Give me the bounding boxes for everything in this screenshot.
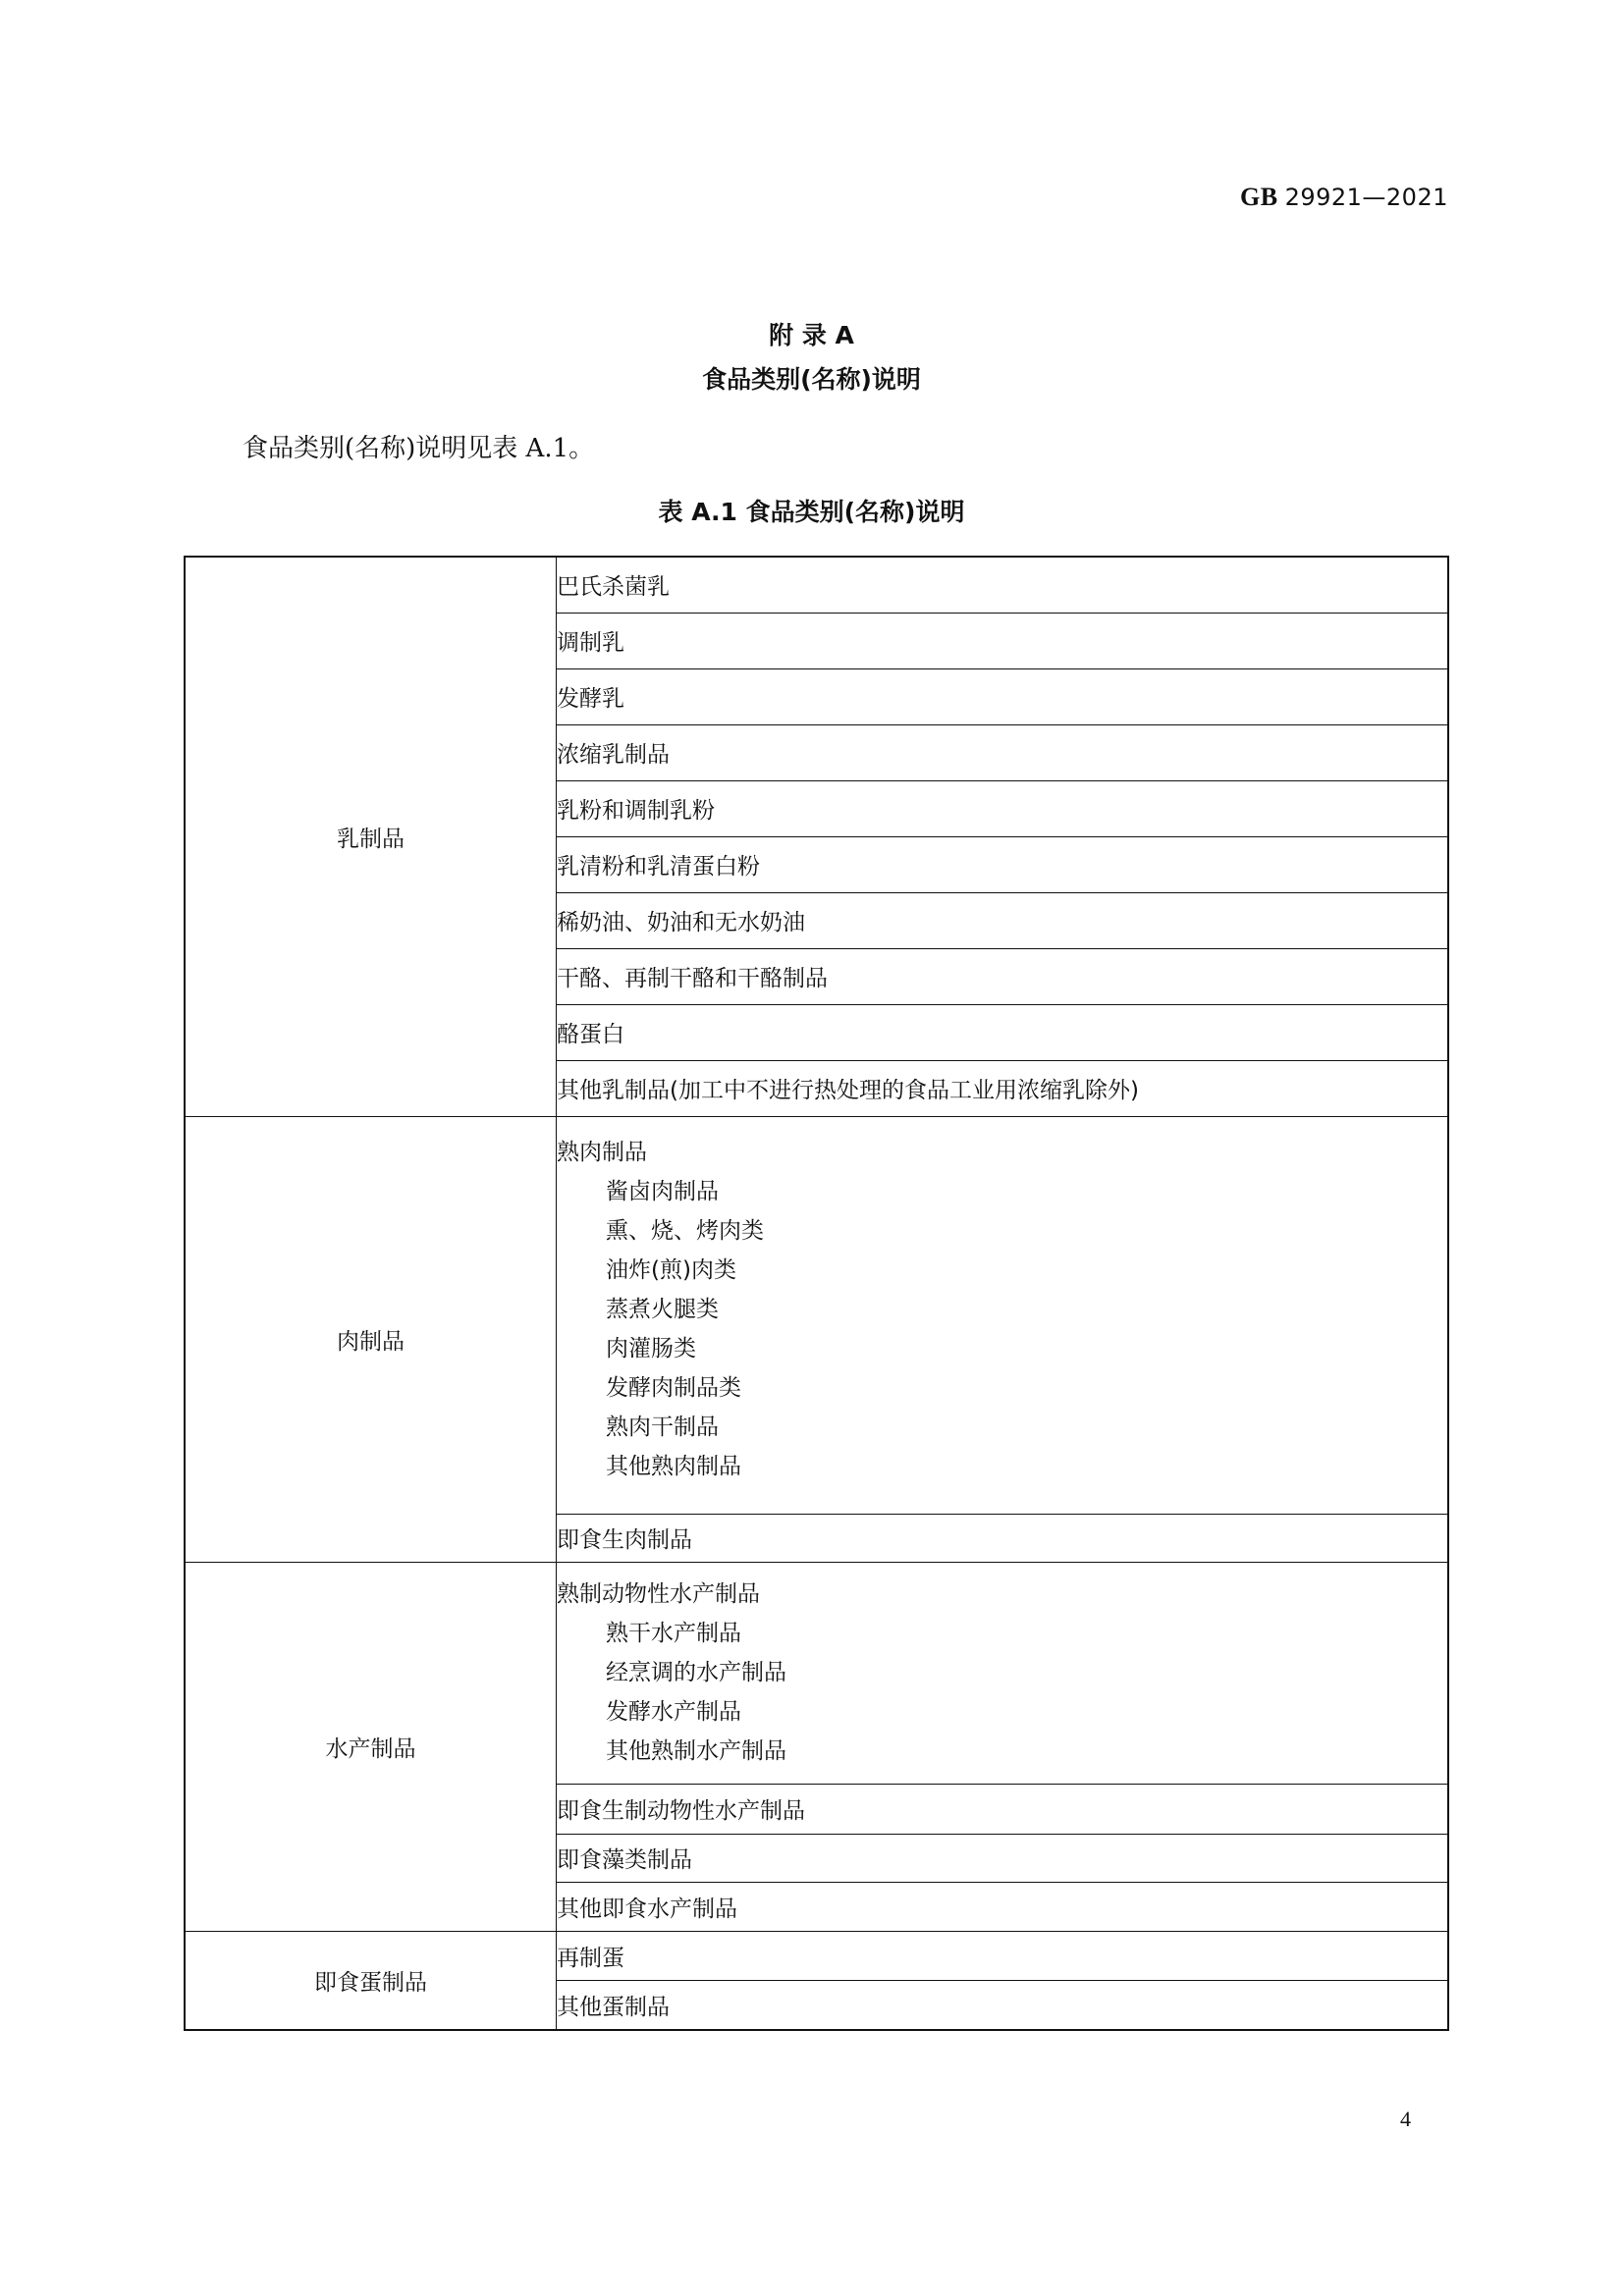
item-cell: 浓缩乳制品 — [557, 724, 1449, 780]
item-cell-cooked-aquatic — [557, 1562, 1449, 1784]
item-cell: 发酵乳 — [557, 668, 1449, 724]
sub-item: 经烹调的水产制品 — [606, 1659, 786, 1685]
sub-item: 熏、烧、烤肉类 — [606, 1217, 764, 1244]
item-cell: 酪蛋白 — [557, 1004, 1449, 1060]
item-cell: 调制乳 — [557, 613, 1449, 668]
sub-item: 肉灌肠类 — [606, 1335, 696, 1362]
category-cell-dairy: 乳制品 — [185, 557, 557, 1116]
category-cell-meat: 肉制品 — [185, 1116, 557, 1562]
item-cell: 即食生制动物性水产制品 — [557, 1784, 1449, 1834]
page-number: 4 — [1400, 2107, 1411, 2131]
table-row — [185, 1562, 1448, 1784]
sub-item: 熟肉干制品 — [606, 1414, 719, 1440]
item-cell: 其他蛋制品 — [557, 1980, 1449, 2030]
food-category-table — [184, 556, 1449, 2031]
item-group-title: 熟肉制品 — [557, 1139, 647, 1165]
table-row — [185, 557, 1448, 613]
sub-item: 油炸(煎)肉类 — [606, 1256, 736, 1283]
item-cell: 其他即食水产制品 — [557, 1882, 1449, 1931]
category-cell-aquatic: 水产制品 — [185, 1562, 557, 1931]
table-caption: 表 A.1 食品类别(名称)说明 — [658, 498, 965, 526]
item-cell: 即食藻类制品 — [557, 1834, 1449, 1882]
item-cell-cooked-meat — [557, 1116, 1449, 1514]
annex-subtitle: 食品类别(名称)说明 — [702, 365, 921, 394]
item-cell: 乳粉和调制乳粉 — [557, 780, 1449, 836]
item-cell: 稀奶油、奶油和无水奶油 — [557, 892, 1449, 948]
sub-item: 蒸煮火腿类 — [606, 1296, 719, 1322]
item-group-title: 熟制动物性水产制品 — [557, 1580, 760, 1607]
table-row — [185, 1116, 1448, 1514]
sub-item: 其他熟制水产制品 — [606, 1737, 786, 1764]
standard-number: 29921—2021 — [1284, 184, 1448, 211]
item-cell: 乳清粉和乳清蛋白粉 — [557, 836, 1449, 892]
standard-prefix: GB — [1239, 183, 1278, 211]
item-cell: 再制蛋 — [557, 1931, 1449, 1980]
sub-item: 其他熟肉制品 — [606, 1453, 741, 1479]
sub-item: 熟干水产制品 — [606, 1620, 741, 1646]
sub-item: 酱卤肉制品 — [606, 1178, 719, 1204]
intro-paragraph: 食品类别(名称)说明见表 A.1。 — [243, 434, 595, 463]
sub-item: 发酵肉制品类 — [606, 1374, 741, 1401]
item-cell: 干酪、再制干酪和干酪制品 — [557, 948, 1449, 1004]
table-row — [185, 1931, 1448, 1980]
item-cell: 即食生肉制品 — [557, 1514, 1449, 1562]
item-cell: 其他乳制品(加工中不进行热处理的食品工业用浓缩乳除外) — [557, 1060, 1449, 1116]
category-cell-egg: 即食蛋制品 — [185, 1931, 557, 2030]
standard-code — [1240, 183, 1448, 212]
sub-item: 发酵水产制品 — [606, 1698, 741, 1725]
item-cell: 巴氏杀菌乳 — [557, 557, 1449, 613]
annex-title: 附 录 A — [769, 321, 854, 349]
